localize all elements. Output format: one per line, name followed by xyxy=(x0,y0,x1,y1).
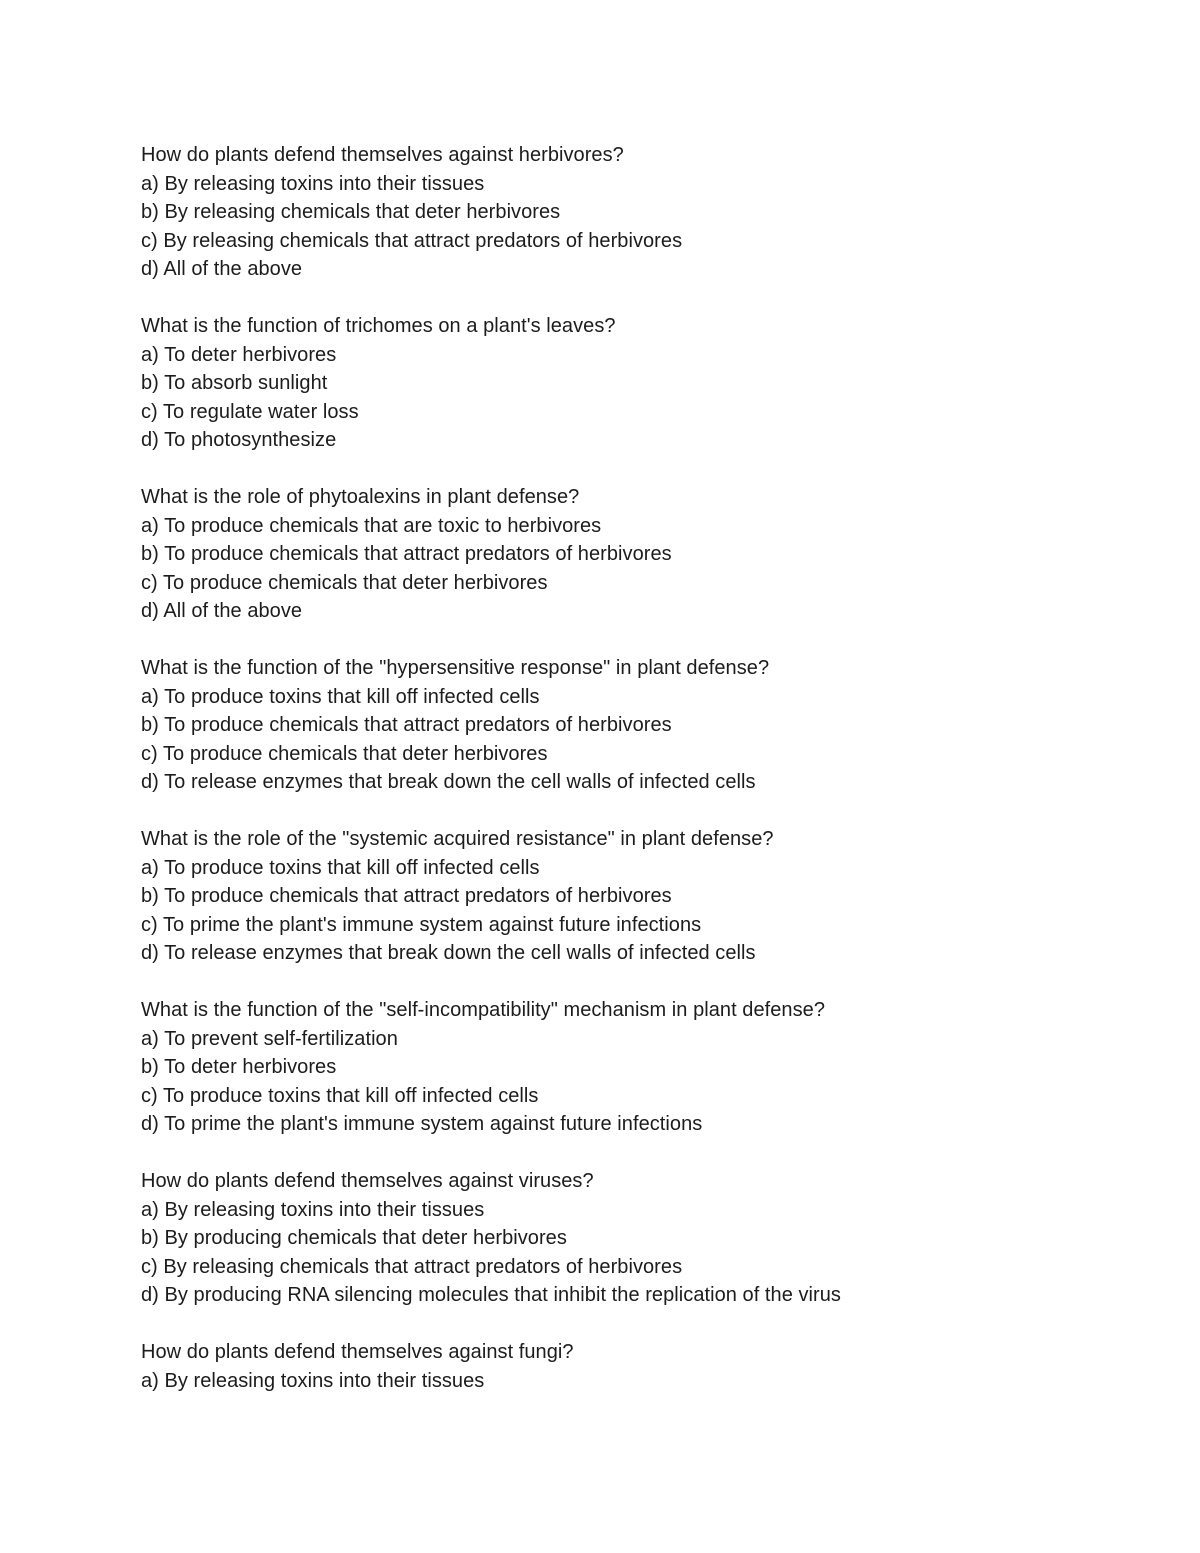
answer-option: b) To produce chemicals that attract predators of herbivores xyxy=(141,714,672,736)
answer-option: a) To deter herbivores xyxy=(141,343,337,366)
answer-option: a) To produce toxins that kill off infected cells xyxy=(141,856,540,879)
question-block xyxy=(141,825,1141,968)
question-text: How do plants defend themselves against fungi? xyxy=(141,1341,574,1363)
question-block xyxy=(141,483,1141,626)
answer-option: b) To produce chemicals that attract predators of herbivores xyxy=(141,885,672,907)
answer-option: a) By releasing toxins into their tissues xyxy=(141,1369,485,1392)
answer-option: a) By releasing toxins into their tissues xyxy=(141,172,485,195)
question-block xyxy=(141,1167,1141,1310)
document-page xyxy=(141,141,1141,1424)
question-block xyxy=(141,996,1141,1139)
question-block xyxy=(141,312,1141,455)
answer-option: b) To produce chemicals that attract predators of herbivores xyxy=(141,543,672,565)
question-text: What is the function of the "self-incompatibility" mechanism in plant defense? xyxy=(141,999,825,1021)
answer-option: c) By releasing chemicals that attract predators of herbivores xyxy=(141,1255,683,1278)
answer-option: c) To regulate water loss xyxy=(141,400,359,423)
answer-option: d) To release enzymes that break down the cell walls of infected cells xyxy=(141,942,756,964)
question-block xyxy=(141,654,1141,797)
answer-option: b) By producing chemicals that deter herbivores xyxy=(141,1227,567,1249)
question-text: What is the function of trichomes on a plant's leaves? xyxy=(141,315,616,337)
question-block xyxy=(141,141,1141,284)
answer-option: a) To produce chemicals that are toxic to herbivores xyxy=(141,514,602,537)
question-block xyxy=(141,1338,1141,1395)
answer-option: d) To release enzymes that break down the cell walls of infected cells xyxy=(141,771,756,793)
answer-option: d) To prime the plant's immune system against future infections xyxy=(141,1113,703,1135)
answer-option: c) To produce chemicals that deter herbivores xyxy=(141,742,548,765)
question-text: How do plants defend themselves against herbivores? xyxy=(141,144,624,166)
answer-option: d) By producing RNA silencing molecules that inhibit the replication of the virus xyxy=(141,1284,841,1306)
question-text: What is the role of the "systemic acquired resistance" in plant defense? xyxy=(141,828,774,850)
question-text: What is the role of phytoalexins in plant defense? xyxy=(141,486,580,508)
answer-option: a) By releasing toxins into their tissues xyxy=(141,1198,485,1221)
answer-option: c) To produce toxins that kill off infected cells xyxy=(141,1084,539,1107)
answer-option: b) To absorb sunlight xyxy=(141,372,328,394)
answer-option: c) To prime the plant's immune system against future infections xyxy=(141,913,702,936)
answer-option: d) All of the above xyxy=(141,600,303,622)
answer-option: b) To deter herbivores xyxy=(141,1056,337,1078)
question-text: How do plants defend themselves against viruses? xyxy=(141,1170,594,1192)
answer-option: a) To produce toxins that kill off infected cells xyxy=(141,685,540,708)
answer-option: b) By releasing chemicals that deter herbivores xyxy=(141,201,561,223)
answer-option: c) By releasing chemicals that attract predators of herbivores xyxy=(141,229,683,252)
answer-option: d) To photosynthesize xyxy=(141,429,337,451)
answer-option: a) To prevent self-fertilization xyxy=(141,1027,398,1050)
answer-option: c) To produce chemicals that deter herbivores xyxy=(141,571,548,594)
question-text: What is the function of the "hypersensitive response" in plant defense? xyxy=(141,657,770,679)
answer-option: d) All of the above xyxy=(141,258,303,280)
